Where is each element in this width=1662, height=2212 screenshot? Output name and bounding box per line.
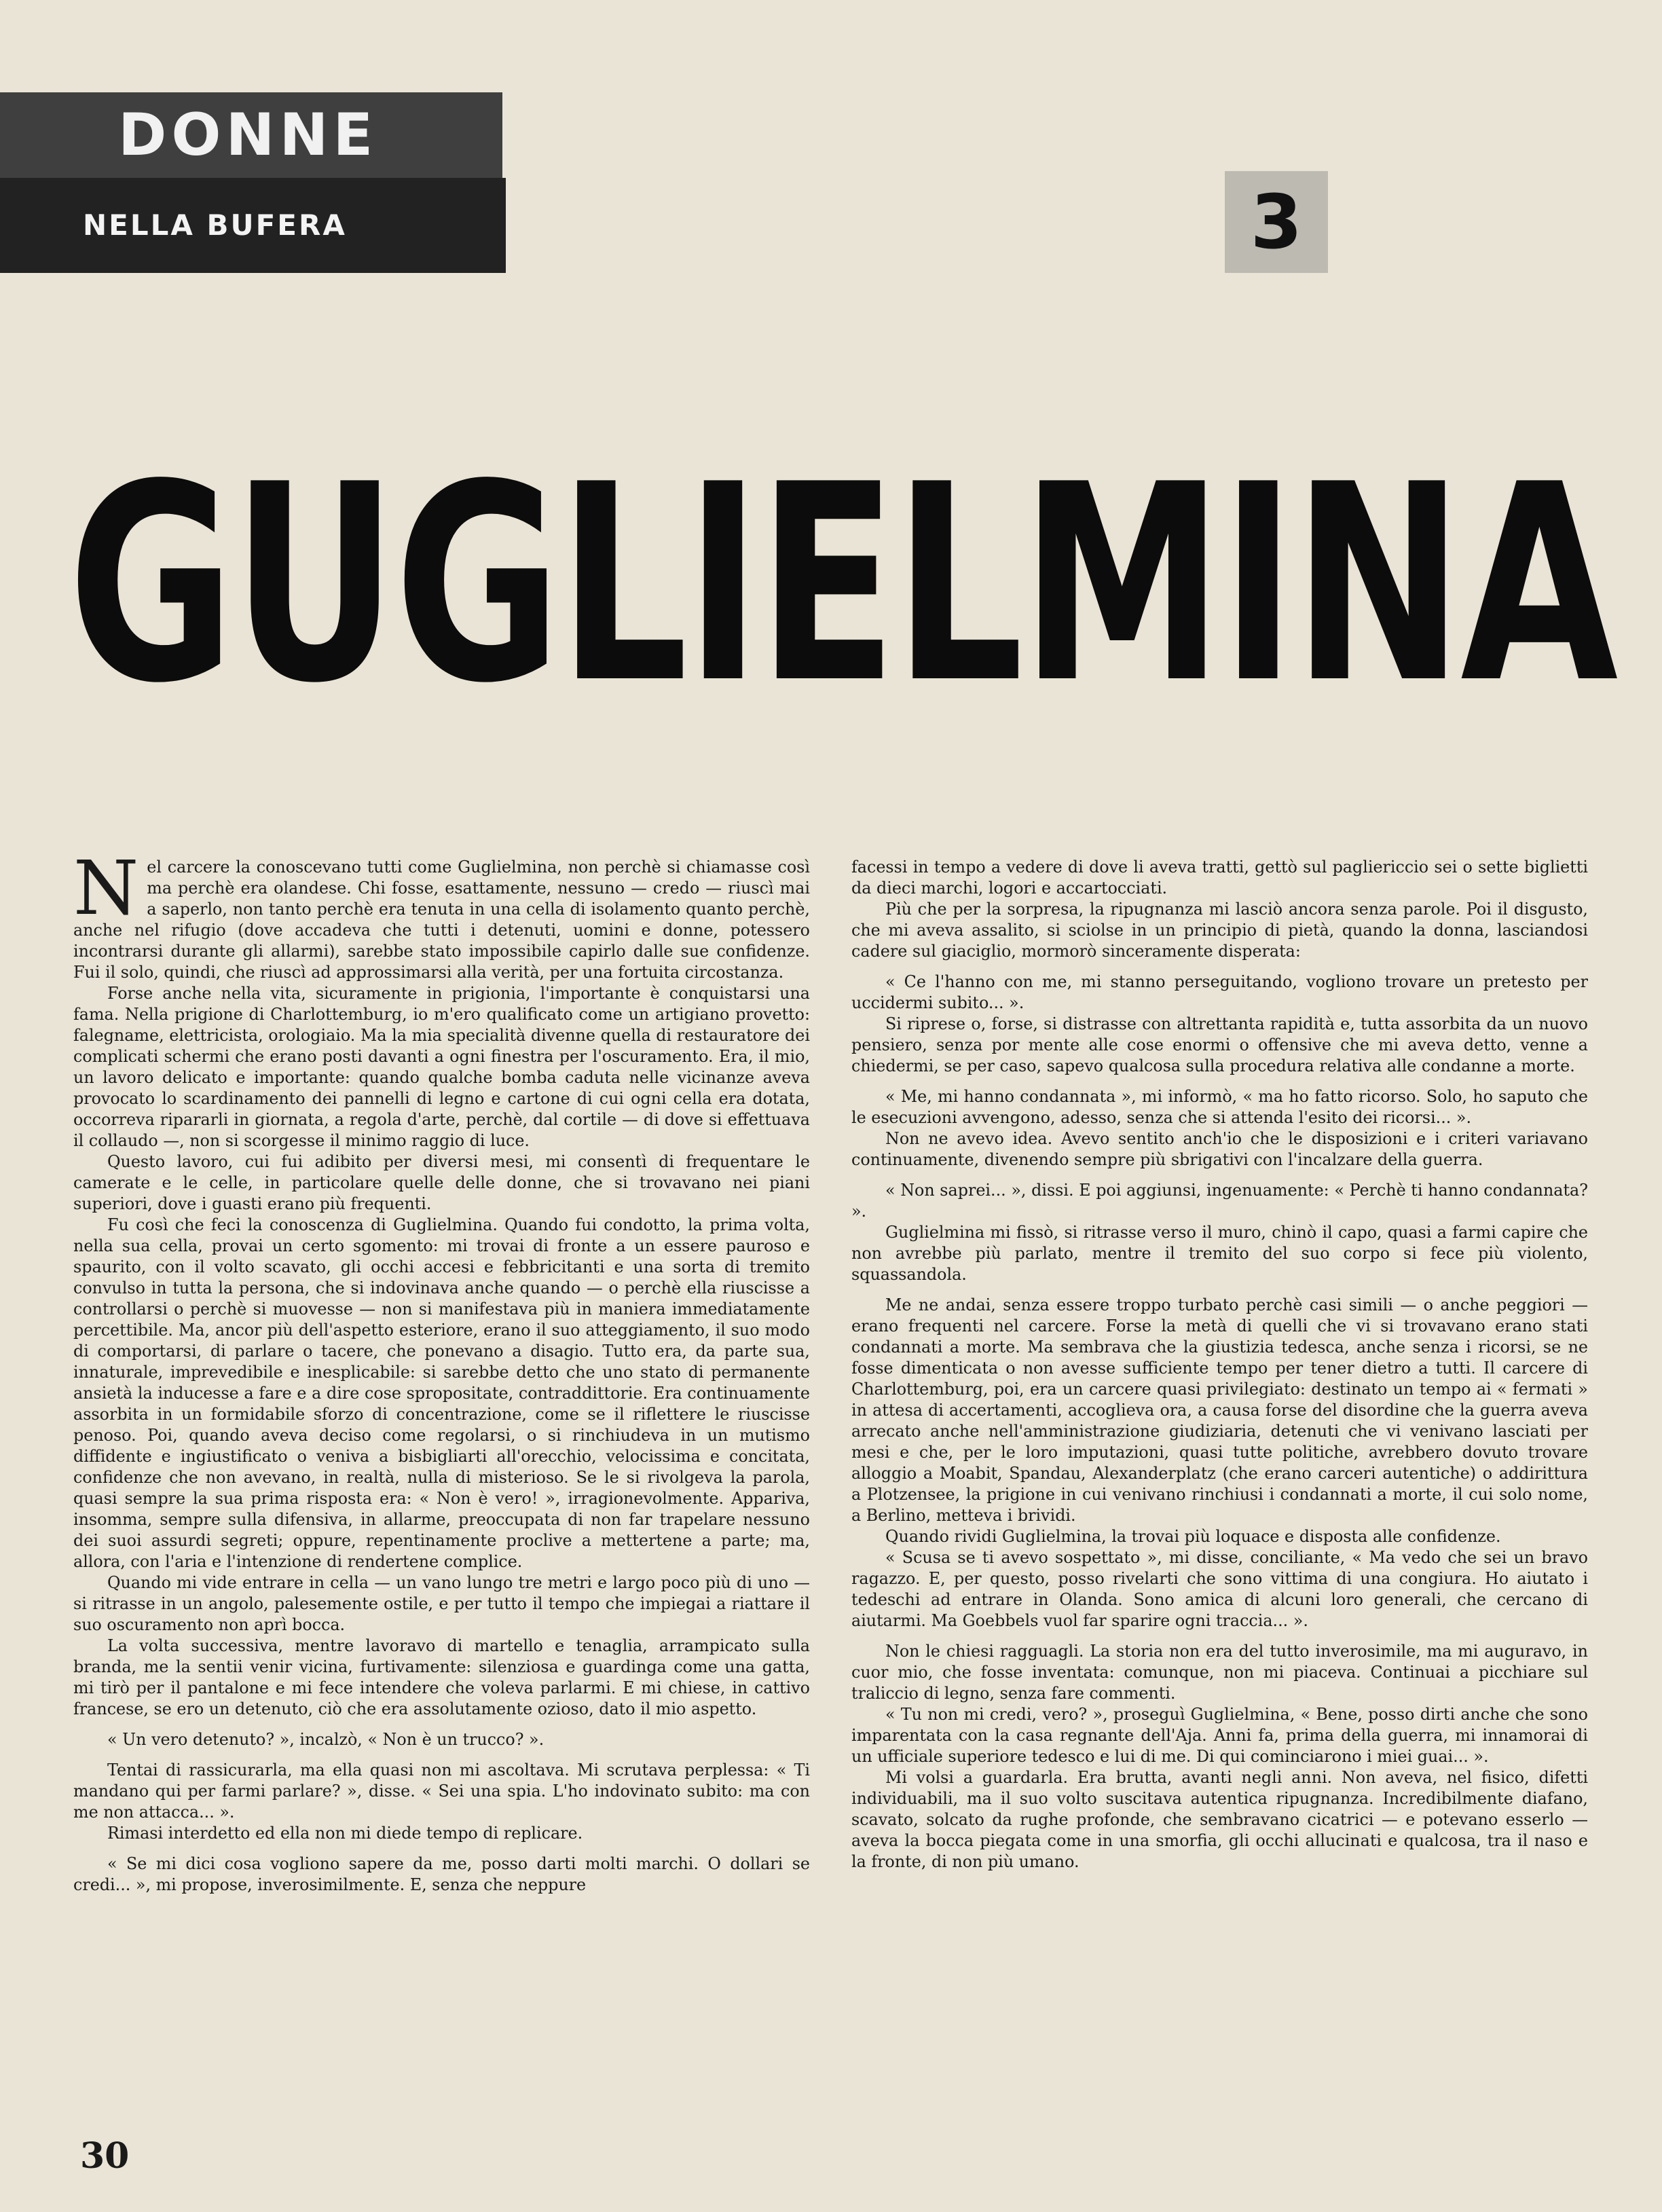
article-paragraph: Più che per la sorpresa, la ripugnanza mi lasciò ancora senza parole. Poi il disgusto, che mi aveva assalito, si sciolse in un principio di pietà, quando la donna, lasciandosi cadere sul giaciglio, mormorò sinceramente disperata: [851, 900, 1588, 961]
article-paragraph: Quando mi vide entrare in cella — un vano lungo tre metri e largo poco più di uno — si ritrasse in un angolo, palesemente ostile, e per tutto il tempo che impiegai a riattare il suo oscuramento non aprì bocca. [73, 1573, 810, 1634]
article-paragraph: Non le chiesi ragguagli. La storia non era del tutto inverosimile, ma mi auguravo, in cuor mio, che fosse inventata: comunque, non mi piaceva. Continuai a picchiare sul traliccio di legno, senza fare commenti. [851, 1642, 1588, 1703]
article-paragraph: « Un vero detenuto? », incalzò, « Non è un trucco? ». [107, 1730, 544, 1749]
article-paragraph: Quando rividi Guglielmina, la trovai più loquace e disposta alle confidenze. [885, 1527, 1501, 1546]
article-paragraph [73, 845, 810, 983]
article-paragraph: La volta successiva, mentre lavoravo di martello e tenaglia, arrampicato sulla branda, me la sentii venir vicina, furtivamente: silenziosa e guardinga come una gatta, mi tirò per il pantalone e mi fece intendere che voleva parlarmi. E mi chiese, in cattivo francese, se ero un detenuto, ciò che era assolutamente ozioso, dato il mio aspetto. [73, 1636, 810, 1718]
article-paragraph: « Me, mi hanno condannata », mi informò, « ma ho fatto ricorso. Solo, ho saputo che le esecuzioni avvengono, adesso, senza che si attenda l'esito dei ricorsi... ». [851, 1087, 1588, 1127]
article-paragraph: Fu così che feci la conoscenza di Guglielmina. Quando fui condotto, la prima volta, nella sua cella, provai un certo sgomento: mi trovai di fronte a un essere pauroso e spaurito, con il volto scavato, gli occhi accesi e febbricitanti e una sorta di tremito convulso in tutta la persona, che si indovinava anche quando — o perchè ella riuscisse a controllarsi o perchè si muovesse — non si manifestava più in maniera immediatamente percettibile. Ma, ancor più dell'aspetto esteriore, erano il suo atteggiamento, il suo modo di comportarsi, di parlare o tacere, che ponevano a disagio. Tutto era, da parte sua, innaturale, imprevedibile e inesplicabile: si sarebbe detto che uno stato di permanente ansietà la inducesse a fare e a dire cose spropositate, contraddittorie. Era continuamente assorbita in un formidabile sforzo di concentrazione, come se il riflettere le riuscisse penoso. Poi, quando aveva deciso come regolarsi, o si rinchiudeva in un mutismo diffidente e ingiustificato o veniva a bisbigliarti all'orecchio, velocissima e concitata, confidenze che non avevano, in realtà, nulla di misterioso. Se le si rivolgeva la parola, quasi sempre la sua prima risposta era: « Non è vero! », irragionevolmente. Appariva, insomma, sempre sulla difensiva, in allarme, preoccupata di non far trapelare nessuno dei suoi assurdi segreti; oppure, repentinamente proclive a mettertene a parte; ma, allora, con l'aria e l'intenzione di rendertene complice. [73, 1215, 810, 1571]
article-column-left [73, 845, 810, 1896]
article-paragraph: Guglielmina mi fissò, si ritrasse verso il muro, chinò il capo, quasi a farmi capire che non avrebbe più parlato, mentre il tremito del suo corpo si fece più violento, squassandola. [851, 1223, 1588, 1284]
article-paragraph: Non ne avevo idea. Avevo sentito anch'io che le disposizioni e i criteri variavano continuamente, divenendo sempre più sbrigativi con l'incalzare della guerra. [851, 1129, 1588, 1169]
part-number-box: 3 [1225, 171, 1328, 273]
series-label-bottom: NELLA BUFERA [0, 178, 506, 273]
article-paragraph: Mi volsi a guardarla. Era brutta, avanti negli anni. Non aveva, nel fisico, difetti individuabili, ma il suo volto suscitava autentica ripugnanza. Incredibilmente diafano, scavato, solcato da rughe profonde, che sembravano cicatrici — e potevano esserlo — aveva la bocca piegata come in una smorfia, gli occhi allucinati e qualcosa, tra il naso e la fronte, di non più umano. [851, 1768, 1588, 1871]
article-column-right [851, 857, 1588, 1873]
series-label-top: DONNE [0, 92, 502, 178]
article-paragraph: « Scusa se ti avevo sospettato », mi disse, conciliante, « Ma vedo che sei un bravo ragazzo. E, per questo, posso rivelarti che sono vittima di una congiura. Ho aiutato i tedeschi ad entrare in Olanda. Sono amica di alcuni loro generali, che cercano di aiutarmi. Ma Goebbels vuol far sparire ogni traccia... ». [851, 1548, 1588, 1630]
article-paragraph: Rimasi interdetto ed ella non mi diede tempo di replicare. [107, 1824, 583, 1843]
drop-cap: N [73, 845, 139, 932]
page-number: 30 [80, 2135, 130, 2177]
article-paragraph: facessi in tempo a vedere di dove li aveva tratti, gettò sul pagliericcio sei o sette biglietti da dieci marchi, logori e accartocciati. [851, 858, 1588, 898]
article-paragraph: « Tu non mi credi, vero? », proseguì Guglielmina, « Bene, posso dirti anche che sono imparentata con la casa regnante dell'Aja. Anni fa, prima della guerra, mi innamorai di un ufficiale superiore tedesco e lui di me. Di qui cominciarono i miei guai... ». [851, 1705, 1588, 1766]
article-paragraph: Si riprese o, forse, si distrasse con altrettanta rapidità e, tutta assorbita da un nuovo pensiero, senza por mente alle cose enormi o offensive che mi aveva detto, venne a chiedermi, se per caso, sapevo qualcosa sulla procedura relativa alle condanne a morte. [851, 1014, 1588, 1075]
article-paragraph: Tentai di rassicurarla, ma ella quasi non mi ascoltava. Mi scrutava perplessa: « Ti mandano qui per farmi parlare? », disse. « Sei una spia. L'ho indovinato subito: ma con me non attacca... ». [73, 1761, 810, 1822]
article-title: GUGLIELMINA [68, 427, 1615, 743]
paragraph-text: el carcere la conoscevano tutti come Guglielmina, non perchè si chiamasse così ma perchè era olandese. Chi fosse, esattamente, nessuno — credo — riuscì mai a saperlo, non tanto perchè era tenuta in una cella di isolamento quanto perchè, anche nel rifugio (dove accadeva che tutti i detenuti, uomini e donne, potessero incontrarsi durante gli allarmi), sarebbe stato impossibile capirlo dalle sue confidenze. Fui il solo, quindi, che riuscì ad approssimarsi alla verità, per una fortuita circostanza. [73, 858, 810, 982]
article-paragraph: Forse anche nella vita, sicuramente in prigionia, l'importante è conquistarsi una fama. Nella prigione di Charlottemburg, io m'ero qualificato come un artigiano provetto: falegname, elettricista, orologiaio. Ma la mia specialità divenne quella di restauratore dei complicati schermi che erano posti davanti a ogni finestra per l'oscuramento. Era, il mio, un lavoro delicato e importante: quando qualche bomba caduta nelle vicinanze aveva provocato lo scardinamento dei pannelli di legno e cartone di cui ogni cella era dotata, occorreva ripararli in giornata, a regola d'arte, perchè, dal cortile — di dove si effettuava il collaudo —, non si scorgesse il minimo raggio di luce. [73, 984, 810, 1150]
article-paragraph: Me ne andai, senza essere troppo turbato perchè casi simili — o anche peggiori — erano frequenti nel carcere. Forse la metà di quelli che vi si trovavano erano stati condannati a morte. Ma sembrava che la giustizia tedesca, anche senza i ricorsi, se ne fosse dimenticata o non avesse sufficiente tempo per tener dietro a tutti. Il carcere di Charlottemburg, poi, era un carcere quasi privilegiato: destinato un tempo ai « fermati » in attesa di accertamenti, accoglieva ora, a causa forse del disordine che la guerra aveva arrecato anche nell'amministrazione giudiziaria, detenuti che vi venivano lasciati per mesi e che, per le loro imputazioni, quasi tutte politiche, avrebbero dovuto trovare alloggio a Moabit, Spandau, Alexanderplatz (che erano carceri autentiche) o addirittura a Plotzensee, la prigione in cui venivano rinchiusi i condannati a morte, il cui solo nome, a Berlino, metteva i brividi. [851, 1295, 1588, 1525]
article-paragraph: « Se mi dici cosa vogliono sapere da me, posso darti molti marchi. O dollari se credi... », mi propose, inverosimilmente. E, senza che neppure [73, 1854, 810, 1894]
article-paragraph: « Non saprei... », dissi. E poi aggiunsi, ingenuamente: « Perchè ti hanno condannata? ». [851, 1181, 1588, 1221]
article-paragraph: Questo lavoro, cui fui adibito per diversi mesi, mi consentì di frequentare le camerate e le celle, in particolare quelle delle donne, che si trovavano nei piani superiori, dove i guasti erano più frequenti. [73, 1152, 810, 1213]
article-paragraph: « Ce l'hanno con me, mi stanno perseguitando, vogliono trovare un pretesto per uccidermi subito... ». [851, 972, 1588, 1012]
